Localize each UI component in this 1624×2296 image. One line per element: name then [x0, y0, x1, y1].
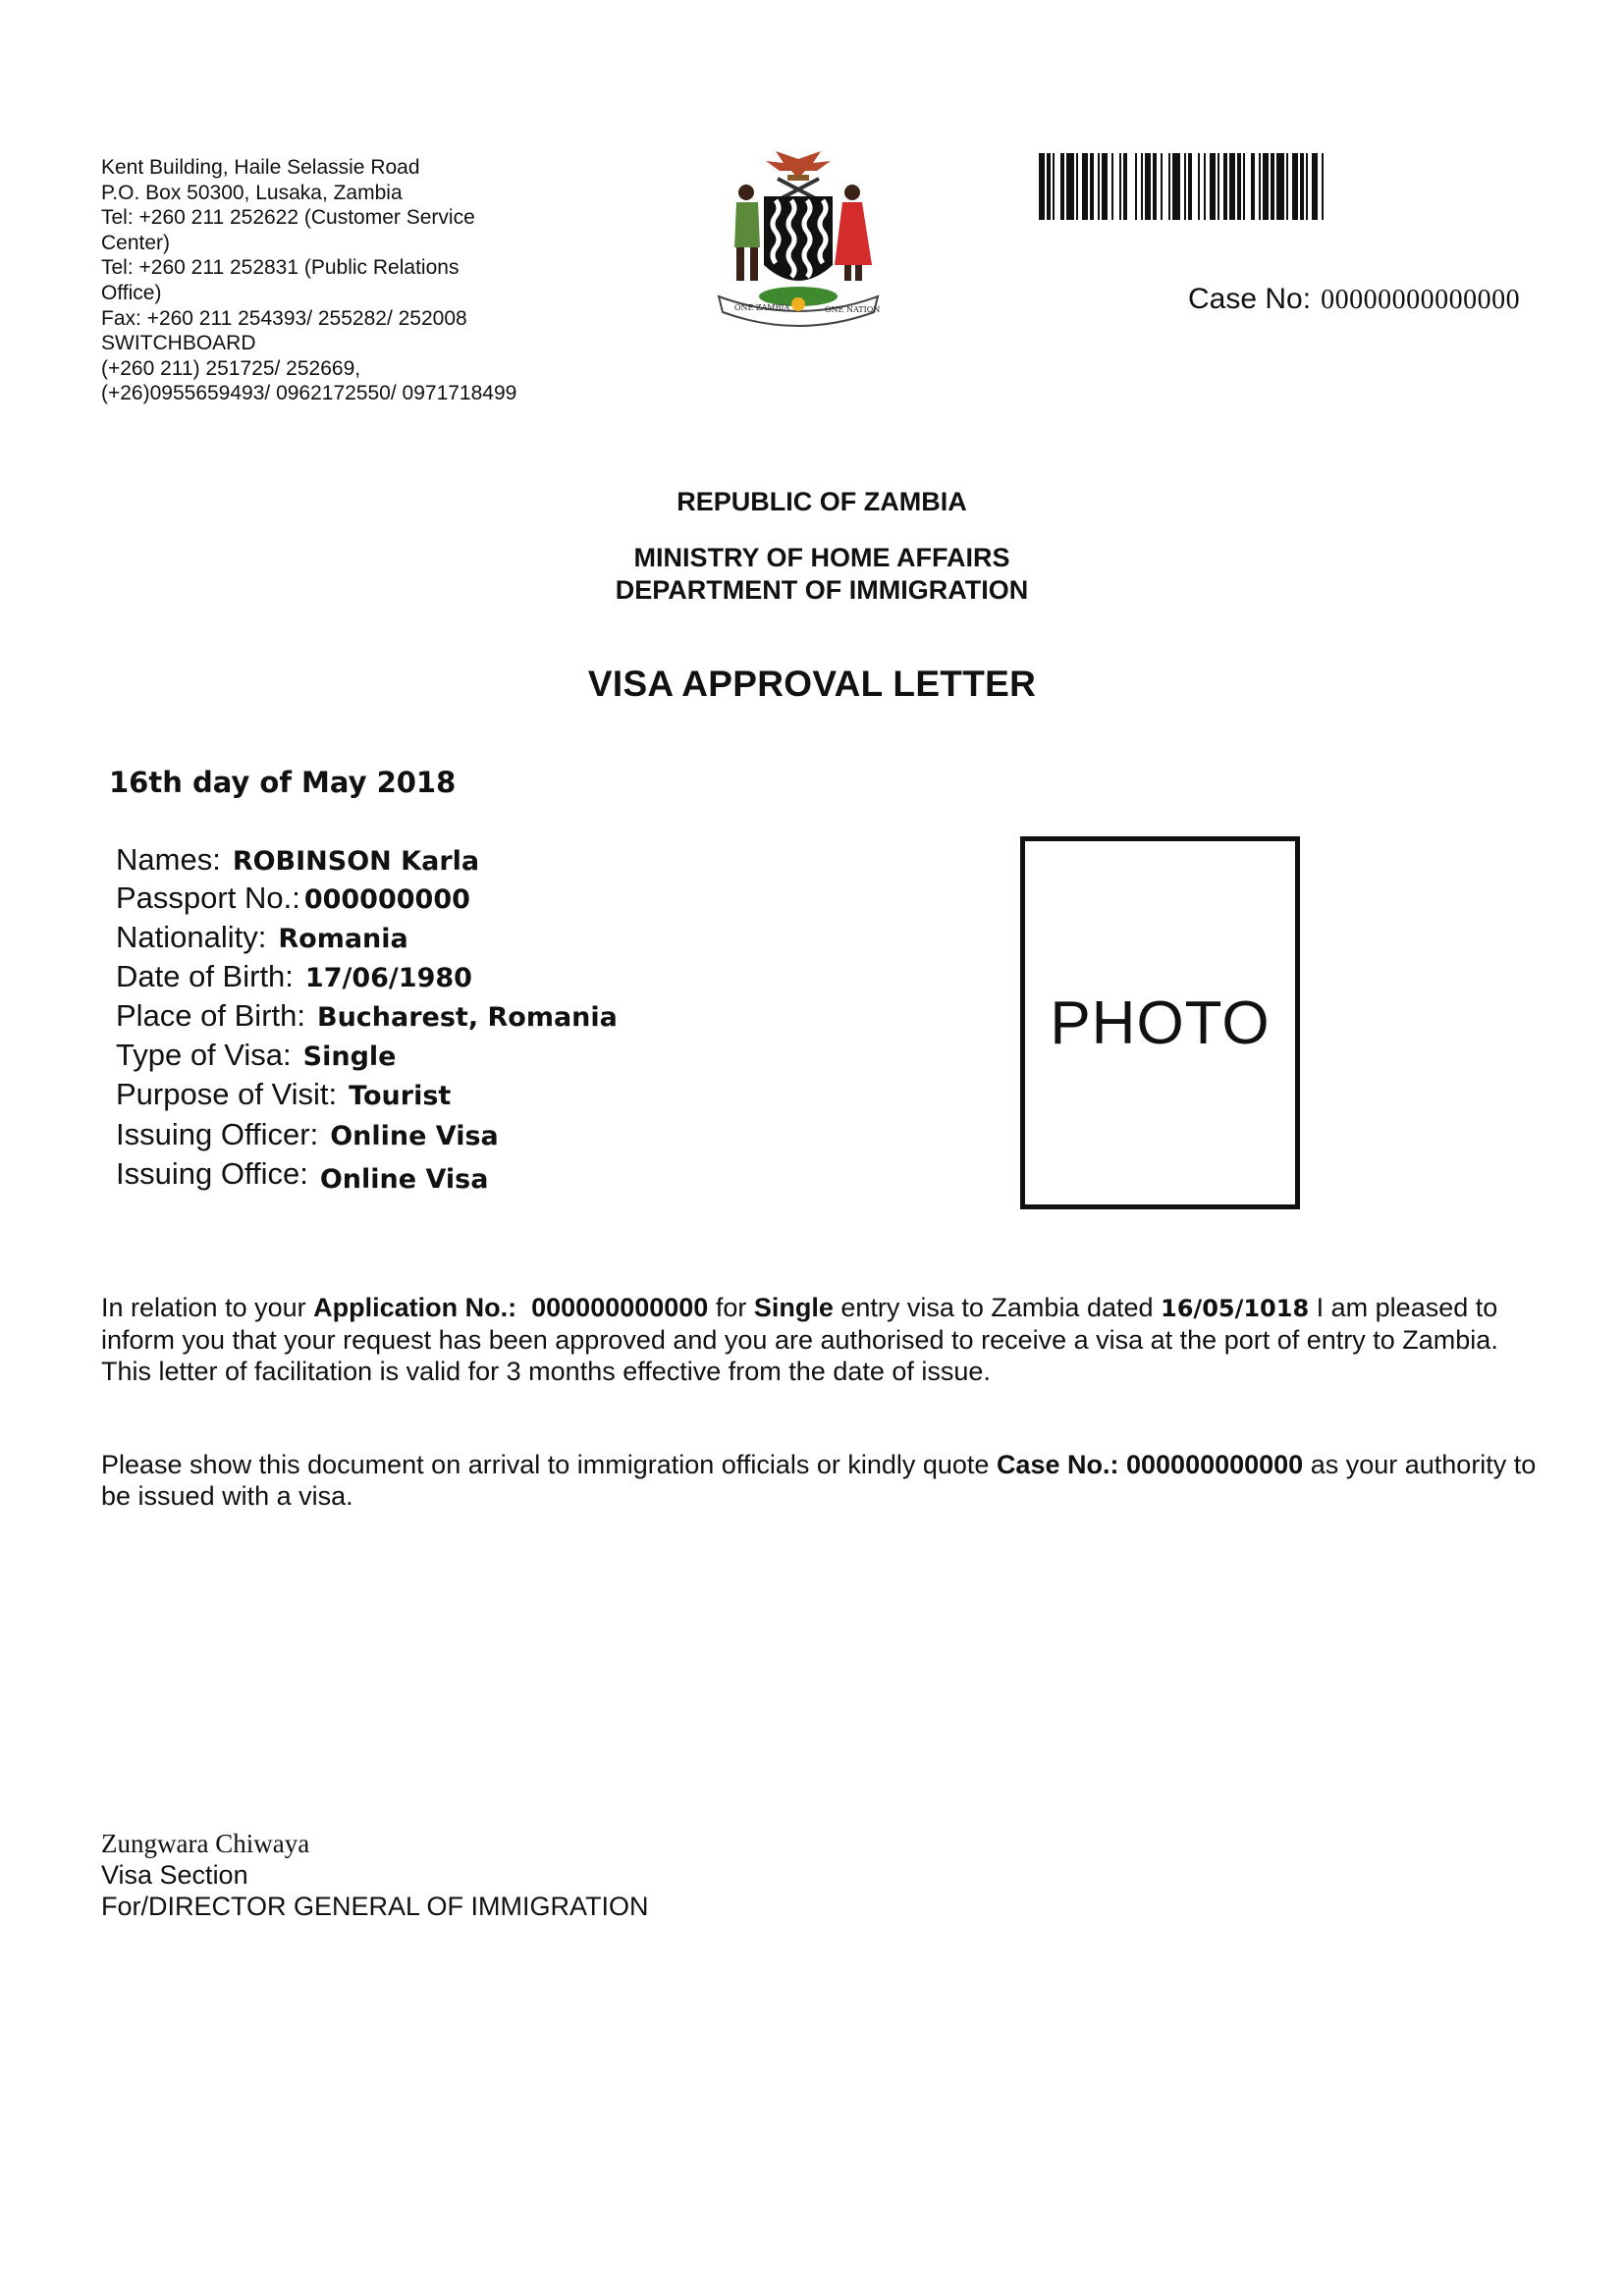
- barcode-bar: [1135, 153, 1137, 220]
- field-names: [116, 842, 479, 878]
- barcode-bar: [1229, 153, 1235, 220]
- barcode-bar: [1223, 153, 1227, 220]
- field-label: Issuing Office:: [116, 1156, 308, 1191]
- field-nationality: [116, 920, 408, 955]
- barcode-bar: [1300, 153, 1304, 220]
- field-value: Single: [302, 1041, 397, 1072]
- department-heading: DEPARTMENT OF IMMIGRATION: [615, 575, 1029, 605]
- barcode-bar: [1243, 153, 1245, 220]
- address-block: [101, 155, 553, 406]
- field-label: Passport No.:: [116, 881, 300, 915]
- validity-text: This letter of facilitation is valid for 3 months effective from the date of issue.: [101, 1357, 991, 1386]
- barcode-bar: [1047, 153, 1051, 220]
- case-number-label: Case No:: [1188, 283, 1312, 315]
- barcode-bar: [1145, 153, 1151, 220]
- barcode-bar: [1123, 153, 1127, 220]
- barcode-bar: [1276, 153, 1284, 220]
- field-date-of-birth: [116, 959, 472, 994]
- case-number: 000000000000: [1126, 1450, 1304, 1479]
- field-passport: [116, 881, 470, 916]
- barcode-bar: [1271, 153, 1274, 220]
- barcode-bar: [1119, 153, 1121, 220]
- barcode-bar: [1161, 153, 1163, 220]
- barcode-bar: [1098, 153, 1100, 220]
- barcode-bar: [1218, 153, 1219, 220]
- barcode-bar: [1204, 153, 1206, 220]
- barcode-bar: [1168, 153, 1170, 220]
- barcode-bar: [1292, 153, 1298, 220]
- barcode-bar: [1184, 153, 1186, 220]
- field-purpose-of-visit: [116, 1077, 451, 1112]
- barcode-bar: [1102, 153, 1108, 220]
- barcode-bar: [1251, 153, 1255, 220]
- barcode-bar: [1172, 153, 1180, 220]
- barcode-bar: [1188, 153, 1192, 220]
- address-line: (+260 211) 251725/ 252669,: [101, 356, 361, 380]
- instruction-paragraph: [101, 1449, 1544, 1512]
- barcode-bar: [1312, 153, 1318, 220]
- motto-left: ONE ZAMBIA: [734, 303, 790, 312]
- address-line: Tel: +260 211 252622 (Customer Service: [101, 206, 475, 230]
- field-label: Names:: [116, 842, 221, 877]
- barcode-bar: [1153, 153, 1157, 220]
- address-line: Kent Building, Haile Selassie Road: [101, 156, 420, 179]
- field-value: Online Visa: [330, 1121, 499, 1151]
- text: for: [708, 1293, 754, 1322]
- field-value: Online Visa: [319, 1164, 489, 1195]
- address-line: Tel: +260 211 252831 (Public Relations: [101, 256, 460, 280]
- dated-value: 16/05/1018: [1161, 1295, 1310, 1322]
- barcode-bar: [1066, 153, 1074, 220]
- text: entry visa to Zambia dated: [833, 1293, 1162, 1322]
- field-issuing-officer: [116, 1117, 499, 1152]
- coat-of-arms-icon: [707, 149, 890, 334]
- field-label: Issuing Officer:: [116, 1117, 319, 1151]
- visa-type: Single: [753, 1293, 834, 1322]
- barcode-bar: [1090, 153, 1094, 220]
- barcode: [1039, 153, 1530, 222]
- ministry-heading: MINISTRY OF HOME AFFAIRS: [633, 543, 1010, 572]
- letter-title: VISA APPROVAL LETTER: [587, 664, 1037, 704]
- barcode-bar: [1039, 153, 1045, 220]
- field-value: ROBINSON Karla: [232, 846, 480, 877]
- case-number-label: Case No.:: [996, 1450, 1119, 1479]
- text: Please show this document on arrival to immigration officials or kindly quote: [101, 1450, 997, 1479]
- barcode-bar: [1053, 153, 1055, 220]
- republic-heading: REPUBLIC OF ZAMBIA: [677, 487, 967, 516]
- barcode-bar: [1263, 153, 1269, 220]
- case-number-header: [1188, 283, 1520, 316]
- barcode-bar: [1060, 153, 1064, 220]
- field-value: Tourist: [349, 1081, 452, 1111]
- field-label: Date of Birth:: [116, 959, 294, 993]
- photo-label: PHOTO: [1050, 988, 1271, 1057]
- address-line: SWITCHBOARD: [101, 332, 256, 355]
- text: In relation to your: [101, 1293, 314, 1322]
- field-label: Nationality:: [116, 920, 267, 954]
- barcode-bar: [1286, 153, 1288, 220]
- barcode-bar: [1111, 153, 1113, 220]
- application-number-label: Application No.:: [313, 1293, 517, 1322]
- barcode-bar: [1259, 153, 1261, 220]
- address-line: Center): [101, 231, 171, 254]
- address-line: (+26)0955659493/ 0962172550/ 0971718499: [101, 382, 517, 405]
- barcode-bar: [1210, 153, 1216, 220]
- barcode-bar: [1306, 153, 1308, 220]
- motto-right: ONE NATION: [825, 305, 881, 314]
- address-line: Fax: +260 211 254393/ 255282/ 252008: [101, 306, 467, 330]
- signature-block: [101, 1828, 649, 1922]
- barcode-bar: [1322, 153, 1324, 220]
- field-place-of-birth: [116, 998, 618, 1034]
- signatory-name: Zungwara Chiwaya: [101, 1829, 310, 1858]
- text: as your authority to be issued with a visa.: [101, 1450, 1537, 1511]
- barcode-bar: [1141, 153, 1143, 220]
- address-line: Office): [101, 281, 162, 304]
- field-value: 17/06/1980: [304, 963, 472, 993]
- application-number: 000000000000: [531, 1293, 709, 1322]
- field-value: Bucharest, Romania: [316, 1002, 618, 1033]
- address-line: P.O. Box 50300, Lusaka, Zambia: [101, 181, 403, 204]
- letter-date: 16th day of May 2018: [109, 766, 457, 799]
- barcode-bar: [1082, 153, 1088, 220]
- signatory-for: For/DIRECTOR GENERAL OF IMMIGRATION: [101, 1892, 649, 1921]
- barcode-bar: [1237, 153, 1241, 220]
- field-issuing-office: [116, 1156, 488, 1195]
- field-label: Purpose of Visit:: [116, 1077, 338, 1111]
- case-number-value: 00000000000000: [1321, 285, 1521, 315]
- photo-placeholder: [1020, 836, 1300, 1209]
- field-value: Romania: [278, 924, 408, 954]
- field-label: Place of Birth:: [116, 998, 305, 1033]
- signatory-section: Visa Section: [101, 1860, 248, 1890]
- field-value: 000000000: [303, 884, 470, 915]
- text: I am pleased to inform you that your request has been approved and you are authorised to receive a visa at the port of entry to Zambia.: [101, 1293, 1498, 1355]
- field-type-of-visa: [116, 1038, 396, 1073]
- approval-paragraph: [101, 1292, 1544, 1387]
- field-label: Type of Visa:: [116, 1038, 292, 1072]
- barcode-bar: [1076, 153, 1078, 220]
- barcode-bar: [1198, 153, 1200, 220]
